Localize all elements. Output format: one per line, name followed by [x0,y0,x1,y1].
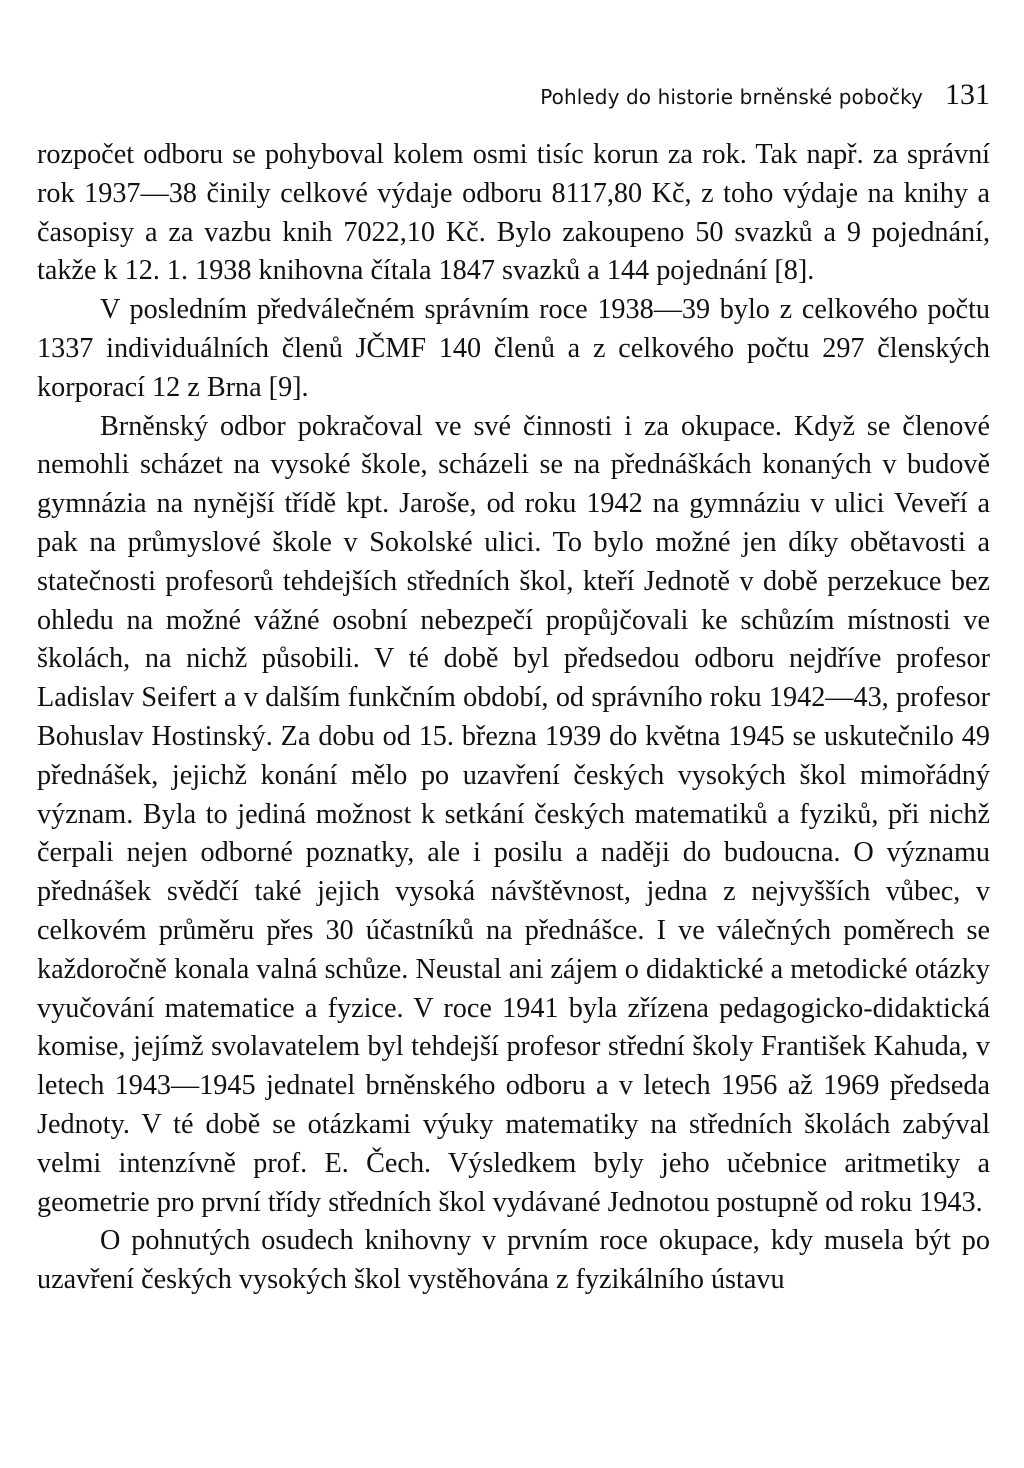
paragraph: Brněnský odbor pokračoval ve své činnosti i za okupace. Když se členové nemohli scházet na vysoké škole, scházeli se na přednáškách konaných v budově gymnázia na nynější třídě kpt. Jaroše, od roku 1942 na gymnáziu v ulici Veveří a pak na průmyslové škole v Sokolské ulici. To bylo možné jen díky obětavosti a statečnosti profesorů tehdejších středních škol, kteří Jednotě v době perzekuce bez ohledu na možné vážné osobní nebezpečí propůjčovali ke schůzím místnosti ve školách, na nichž působili. V té době byl předsedou odboru nejdříve profesor Ladislav Seifert a v dalším funkčním období, od správního roku 1942—43, profesor Bohuslav Hostinský. Za dobu od 15. března 1939 do května 1945 se uskutečnilo 49 přednášek, jejichž konání mělo po uzavření českých vysokých škol mimořádný význam. Byla to jediná možnost k setkání českých matematiků a fyziků, při nichž čerpali nejen odborné poznatky, ale i posilu a naději do budoucna. O významu přednášek svědčí také jejich vysoká návštěvnost, jedna z nejvyšších vůbec, v celkovém průměru přes 30 účastníků na přednášce. I ve válečných poměrech se každoročně konala valná schůze. Neustal ani zájem o didaktické a metodické otázky vyučování matematice a fyzice. V roce 1941 byla zřízena pedagogicko-didaktická komise, jejímž svolavatelem byl tehdejší profesor střední školy František Kahuda, v letech 1943—1945 jednatel brněnského odboru a v letech 1956 až 1969 předseda Jednoty. V té době se otázkami výuky matematiky na středních školách zabýval velmi intenzívně prof. E. Čech. Výsledkem byly jeho učebnice aritmetiky a geometrie pro první třídy středních škol vydávané Jednotou postupně od roku 1943. [37,410,990,1218]
paragraph-continuation: rozpočet odboru se pohyboval kolem osmi tisíc korun za rok. Tak např. za správní rok 1937—38 činily celkové výdaje odboru 8117,80 Kč, z toho výdaje na knihy a časopisy a za vazbu knih 7022,10 Kč. Bylo zakoupeno 50 svazků a 9 pojednání, takže k 12. 1. 1938 knihovna čítala 1847 svazků a 144 pojednání [8]. [37,139,990,287]
running-title: Pohledy do historie brněnské pobočky [540,85,923,109]
body-text [37,136,990,1300]
running-header [540,78,990,112]
page-number: 131 [945,78,990,111]
paragraph: O pohnutých osudech knihovny v prvním roce okupace, kdy musela být po uzavření českých vysokých škol vystěhována z fyzikálního ústavu [37,1225,990,1296]
paragraph: V posledním předválečném správním roce 1938—39 bylo z celkového počtu 1337 individuálních členů JČMF 140 členů a z celkového počtu 297 členských korporací 12 z Brna [9]. [37,294,990,403]
